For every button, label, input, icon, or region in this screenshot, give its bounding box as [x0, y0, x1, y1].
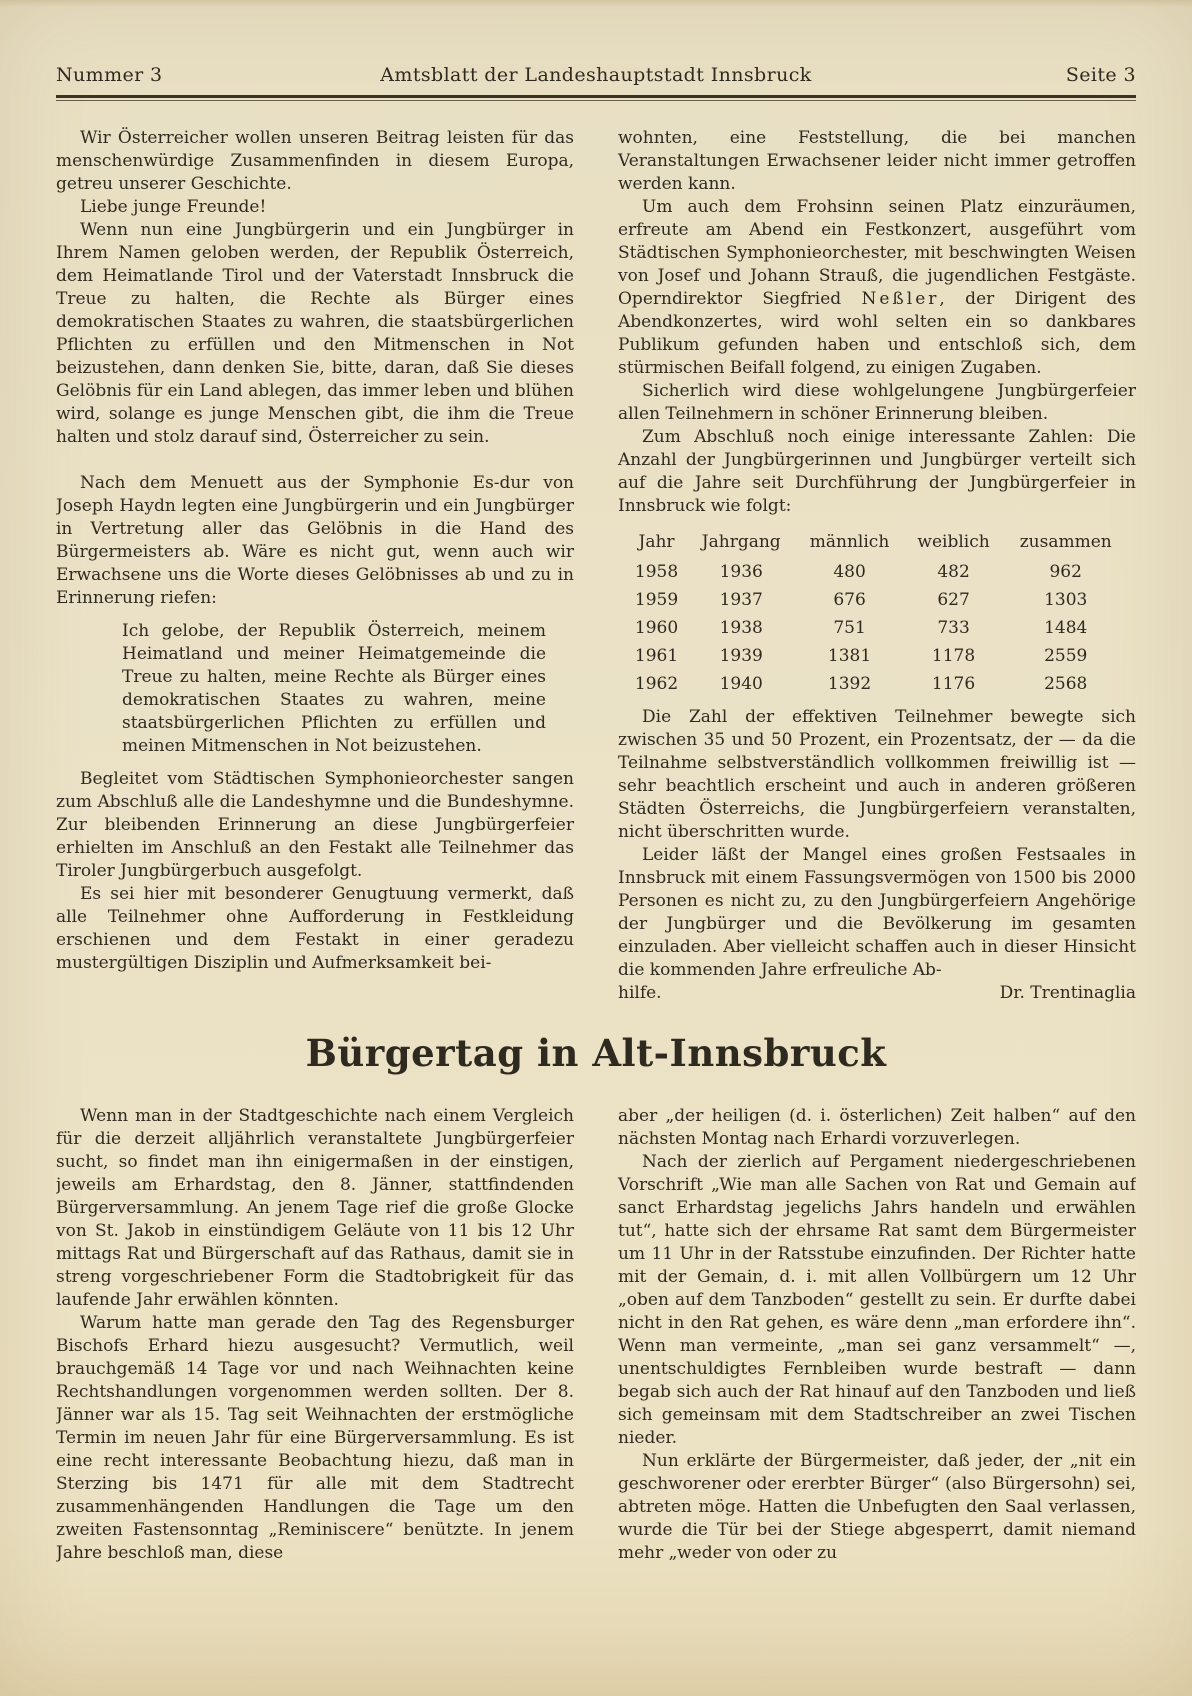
- cell-zusammen: 1303: [1044, 590, 1088, 610]
- article2-left-column: [56, 1105, 574, 1610]
- cell-weiblich: 1178: [931, 646, 976, 666]
- article1-right-column: [618, 127, 1136, 1009]
- cell-jahrgang: 1940: [719, 674, 763, 694]
- column-header-jahr: Jahr: [638, 532, 675, 552]
- table-row: [626, 614, 1128, 642]
- table-row: [626, 642, 1128, 670]
- column-header-jahrgang: Jahrgang: [701, 532, 781, 552]
- cell-maennlich: 751: [833, 618, 866, 638]
- paragraph: Nach der zierlich auf Pergament niedergeschriebenen Vorschrift „Wie man alle Sachen von Rat und Gemain auf sanct Erhardstag jegelichs Jahrs handeln und erwählen tut“, hatte sich der ehrsame Rat samt dem Bürgermeister um 11 Uhr in der Ratsstube einzufinden. Der Richter hatte mit der Gemain, d. i. mit allen Vollbürgern um 12 Uhr „oben auf dem Tanzboden“ gestellt zu sein. Er durfte dabei nicht in den Rat gehen, es wäre denn „man erfordere ihn“. Wenn man vermeinte, „man sei ganz versammelt“ —, unentschuldigtes Fernbleiben wurde bestraft — dann begab sich auch der Rat hinauf auf den Tanzboden und ließ sich gemeinsam mit dem Stadtschreiber an zwei Tischen nieder.: [618, 1152, 1136, 1448]
- paragraph: Warum hatte man gerade den Tag des Regensburger Bischofs Erhard hiezu ausgesucht? Vermutlich, weil brauchgemäß 14 Tage vor und nach Weihnachten keine Rechtshandlungen vorgenommen werden sollten. Der 8. Jänner war als 15. Tag seit Weihnachten der erstmögliche Termin im neuen Jahr für eine Bürgerversammlung. Es ist eine recht interessante Beobachtung hiezu, daß man in Sterzing bis 1471 für alle mit dem Stadtrecht zusammenhängenden Handlungen die Tage um den zweiten Fastensonntag „Reminiscere“ benützte. In jenem Jahre beschloß man, diese: [56, 1313, 574, 1563]
- header-rule-thin: [56, 100, 1136, 101]
- cell-jahr: 1959: [634, 590, 679, 610]
- paragraph: [618, 196, 1136, 380]
- cell-jahr: 1960: [634, 618, 679, 638]
- page-number: Seite 3: [1065, 64, 1136, 86]
- article-jungbuergerfeier: [56, 127, 1136, 1009]
- paragraph: Nun erklärte der Bürgermeister, daß jeder, der „nit ein geschworener oder ererbter Bürger“ (also Bürgersohn) sei, abtreten möge. Hatten die Unbefugten den Saal verlassen, wurde die Tür bei der Stiege abgesperrt, damit niemand mehr „weder von oder zu: [618, 1451, 1136, 1563]
- cell-weiblich: 482: [937, 562, 970, 582]
- cell-jahr: 1961: [634, 646, 679, 666]
- cell-jahr: 1958: [634, 562, 679, 582]
- cell-maennlich: 480: [833, 562, 866, 582]
- cell-zusammen: 2568: [1044, 674, 1088, 694]
- jungbuerger-statistics-table: [626, 528, 1128, 698]
- paragraph: Liebe junge Freunde!: [80, 197, 267, 217]
- header-rule-thick: [56, 95, 1136, 98]
- paragraph: wohnten, eine Feststellung, die bei manchen Veranstaltungen Erwachsener leider nicht immer getroffen werden kann.: [618, 128, 1136, 194]
- column-header-maennlich: männlich: [809, 532, 890, 552]
- cell-maennlich: 1392: [827, 674, 872, 694]
- paragraph: Es sei hier mit besonderer Genugtuung vermerkt, daß alle Teilnehmer ohne Aufforderung in Festkleidung erschienen und dem Festakt in einer geradezu mustergültigen Disziplin und Aufmerksamkeit bei-: [56, 884, 574, 973]
- article1-left-column: [56, 127, 574, 1009]
- paragraph: Leider läßt der Mangel eines großen Festsaales in Innsbruck mit einem Fassungsvermögen von 1500 bis 2000 Personen es nicht zu, zu den Jungbürgerfeiern Angehörige der Jungbürger und die Bevölkerung im gesamten einzuladen. Aber vielleicht schaffen auch in dieser Hinsicht die kommenden Jahre erfreuliche Ab-: [618, 845, 1136, 980]
- section-heading: Bürgertag in Alt-Innsbruck: [305, 1031, 887, 1075]
- paragraph-text: , der Dirigent des Abendkonzertes, wird wohl selten ein so dankbares Publikum gefunden haben und entschloß sich, dem stürmischen Beifall folgend, zu einigen Zugaben.: [618, 289, 1136, 378]
- author-signature: Dr. Trentinaglia: [999, 983, 1136, 1003]
- cell-zusammen: 2559: [1044, 646, 1088, 666]
- issue-number: Nummer 3: [56, 64, 163, 86]
- cell-zusammen: 962: [1049, 562, 1082, 582]
- paragraph: Sicherlich wird diese wohlgelungene Jungbürgerfeier allen Teilnehmern in schöner Erinnerung bleiben.: [618, 381, 1136, 424]
- table-row: [626, 586, 1128, 614]
- article2-right-column: [618, 1105, 1136, 1610]
- cell-weiblich: 627: [937, 590, 970, 610]
- signature-line: [618, 982, 1136, 1005]
- paragraph: Begleitet vom Städtischen Symphonieorchester sangen zum Abschluß alle die Landeshymne und die Bundeshymne. Zur bleibenden Erinnerung an diese Jungbürgerfeier erhielten im Anschluß an den Festakt alle Teilnehmer das Tiroler Jungbürgerbuch ausgefolgt.: [56, 769, 574, 881]
- cell-jahrgang: 1937: [719, 590, 763, 610]
- paragraph-text: hilfe.: [618, 983, 662, 1003]
- cell-jahrgang: 1939: [719, 646, 763, 666]
- cell-maennlich: 676: [833, 590, 866, 610]
- table-body: [626, 558, 1128, 698]
- column-header-zusammen: zusammen: [1019, 532, 1112, 552]
- cell-weiblich: 733: [937, 618, 970, 638]
- pledge-text: Ich gelobe, der Republik Österreich, meinem Heimatland und meiner Heimatgemeinde die Treue zu halten, meine Rechte als Bürger eines demokratischen Staates zu wahren, meine staatsbürgerlichen Pflichten zu erfüllen und meinen Mitmenschen in Not beizustehen.: [122, 621, 546, 756]
- column-header-weiblich: weiblich: [917, 532, 990, 552]
- cell-zusammen: 1484: [1044, 618, 1088, 638]
- cell-maennlich: 1381: [827, 646, 872, 666]
- paragraph: Wenn man in der Stadtgeschichte nach einem Vergleich für die derzeit alljährlich veranstaltete Jungbürgerfeier sucht, so findet man ihn einigermaßen in der einstigen, jeweils am Erhardstag, den 8. Jänner, stattfindenden Bürgerversammlung. An jenem Tage rief die große Glocke von St. Jakob in einstündigem Geläute von 11 bis 12 Uhr mittags Rat und Bürgerschaft auf das Rathaus, damit sie in streng vorgeschriebener Form die Stadtobrigkeit für das laufende Jahr erwählen könnten.: [56, 1106, 574, 1310]
- masthead-title: Amtsblatt der Landeshauptstadt Innsbruck: [380, 64, 812, 86]
- cell-weiblich: 1176: [931, 674, 976, 694]
- cell-jahrgang: 1938: [719, 618, 763, 638]
- paragraph-text: Um auch dem Frohsinn seinen Platz einzuräumen, erfreute am Abend ein Festkonzert, ausgeführt vom Städtischen Symphonieorchester, mit beschwingten Weisen von Josef und Johann Strauß, die jugendlichen Festgäste. Operndirektor Siegfried: [618, 197, 1136, 309]
- paragraph: Wir Österreicher wollen unseren Beitrag leisten für das menschenwürdige Zusammenfinden in diesem Europa, getreu unserer Geschichte.: [56, 128, 574, 194]
- paragraph: Wenn nun eine Jungbürgerin und ein Jungbürger in Ihrem Namen geloben werden, der Republik Österreich, dem Heimatlande Tirol und der Vaterstadt Innsbruck die Treue zu halten, die Rechte als Bürger eines demokratischen Staates zu wahren, die staatsbürgerlichen Pflichten zu erfüllen und den Mitmenschen in Not beizustehen, dann denken Sie, bitte, daran, daß Sie dieses Gelöbnis für ein Land ablegen, das immer leben und blühen wird, solange es junge Menschen gibt, die ihm die Treue halten und stolz darauf sind, Österreicher zu sein.: [56, 220, 574, 447]
- table-header: [626, 528, 1128, 558]
- paragraph: Nach dem Menuett aus der Symphonie Es-dur von Joseph Haydn legten eine Jungbürgerin und ein Jungbürger in Vertretung aller das Gelöbnis in die Hand des Bürgermeisters ab. Wäre es nicht gut, wenn auch wir Erwachsene uns die Worte dieses Gelöbnisses ab und zu in Erinnerung riefen:: [56, 473, 574, 608]
- table-header-row: [626, 528, 1128, 558]
- masthead: [56, 64, 1136, 86]
- article-buergertag: [56, 1105, 1136, 1610]
- table-row: [626, 670, 1128, 698]
- table-row: [626, 558, 1128, 586]
- cell-jahr: 1962: [634, 674, 679, 694]
- paragraph: Zum Abschluß noch einige interessante Zahlen: Die Anzahl der Jungbürgerinnen und Jungbürger verteilt sich auf die Jahre seit Durchführung der Jungbürgerfeier in Innsbruck wie folgt:: [618, 427, 1136, 516]
- paragraph: Die Zahl der effektiven Teilnehmer bewegte sich zwischen 35 und 50 Prozent, ein Prozentsatz, der — da die Teilnahme selbstverständlich vollkommen freiwillig ist — sehr beachtlich erscheint und auch in anderen größeren Städten Österreichs, die Jungbürgerfeiern veranstalten, nicht überschritten wurde.: [618, 707, 1136, 842]
- paragraph: aber „der heiligen (d. i. österlichen) Zeit halben“ auf den nächsten Montag nach Erhardi vorzuverlegen.: [618, 1106, 1136, 1149]
- cell-jahrgang: 1936: [719, 562, 763, 582]
- conductor-name: Neßler: [861, 289, 940, 309]
